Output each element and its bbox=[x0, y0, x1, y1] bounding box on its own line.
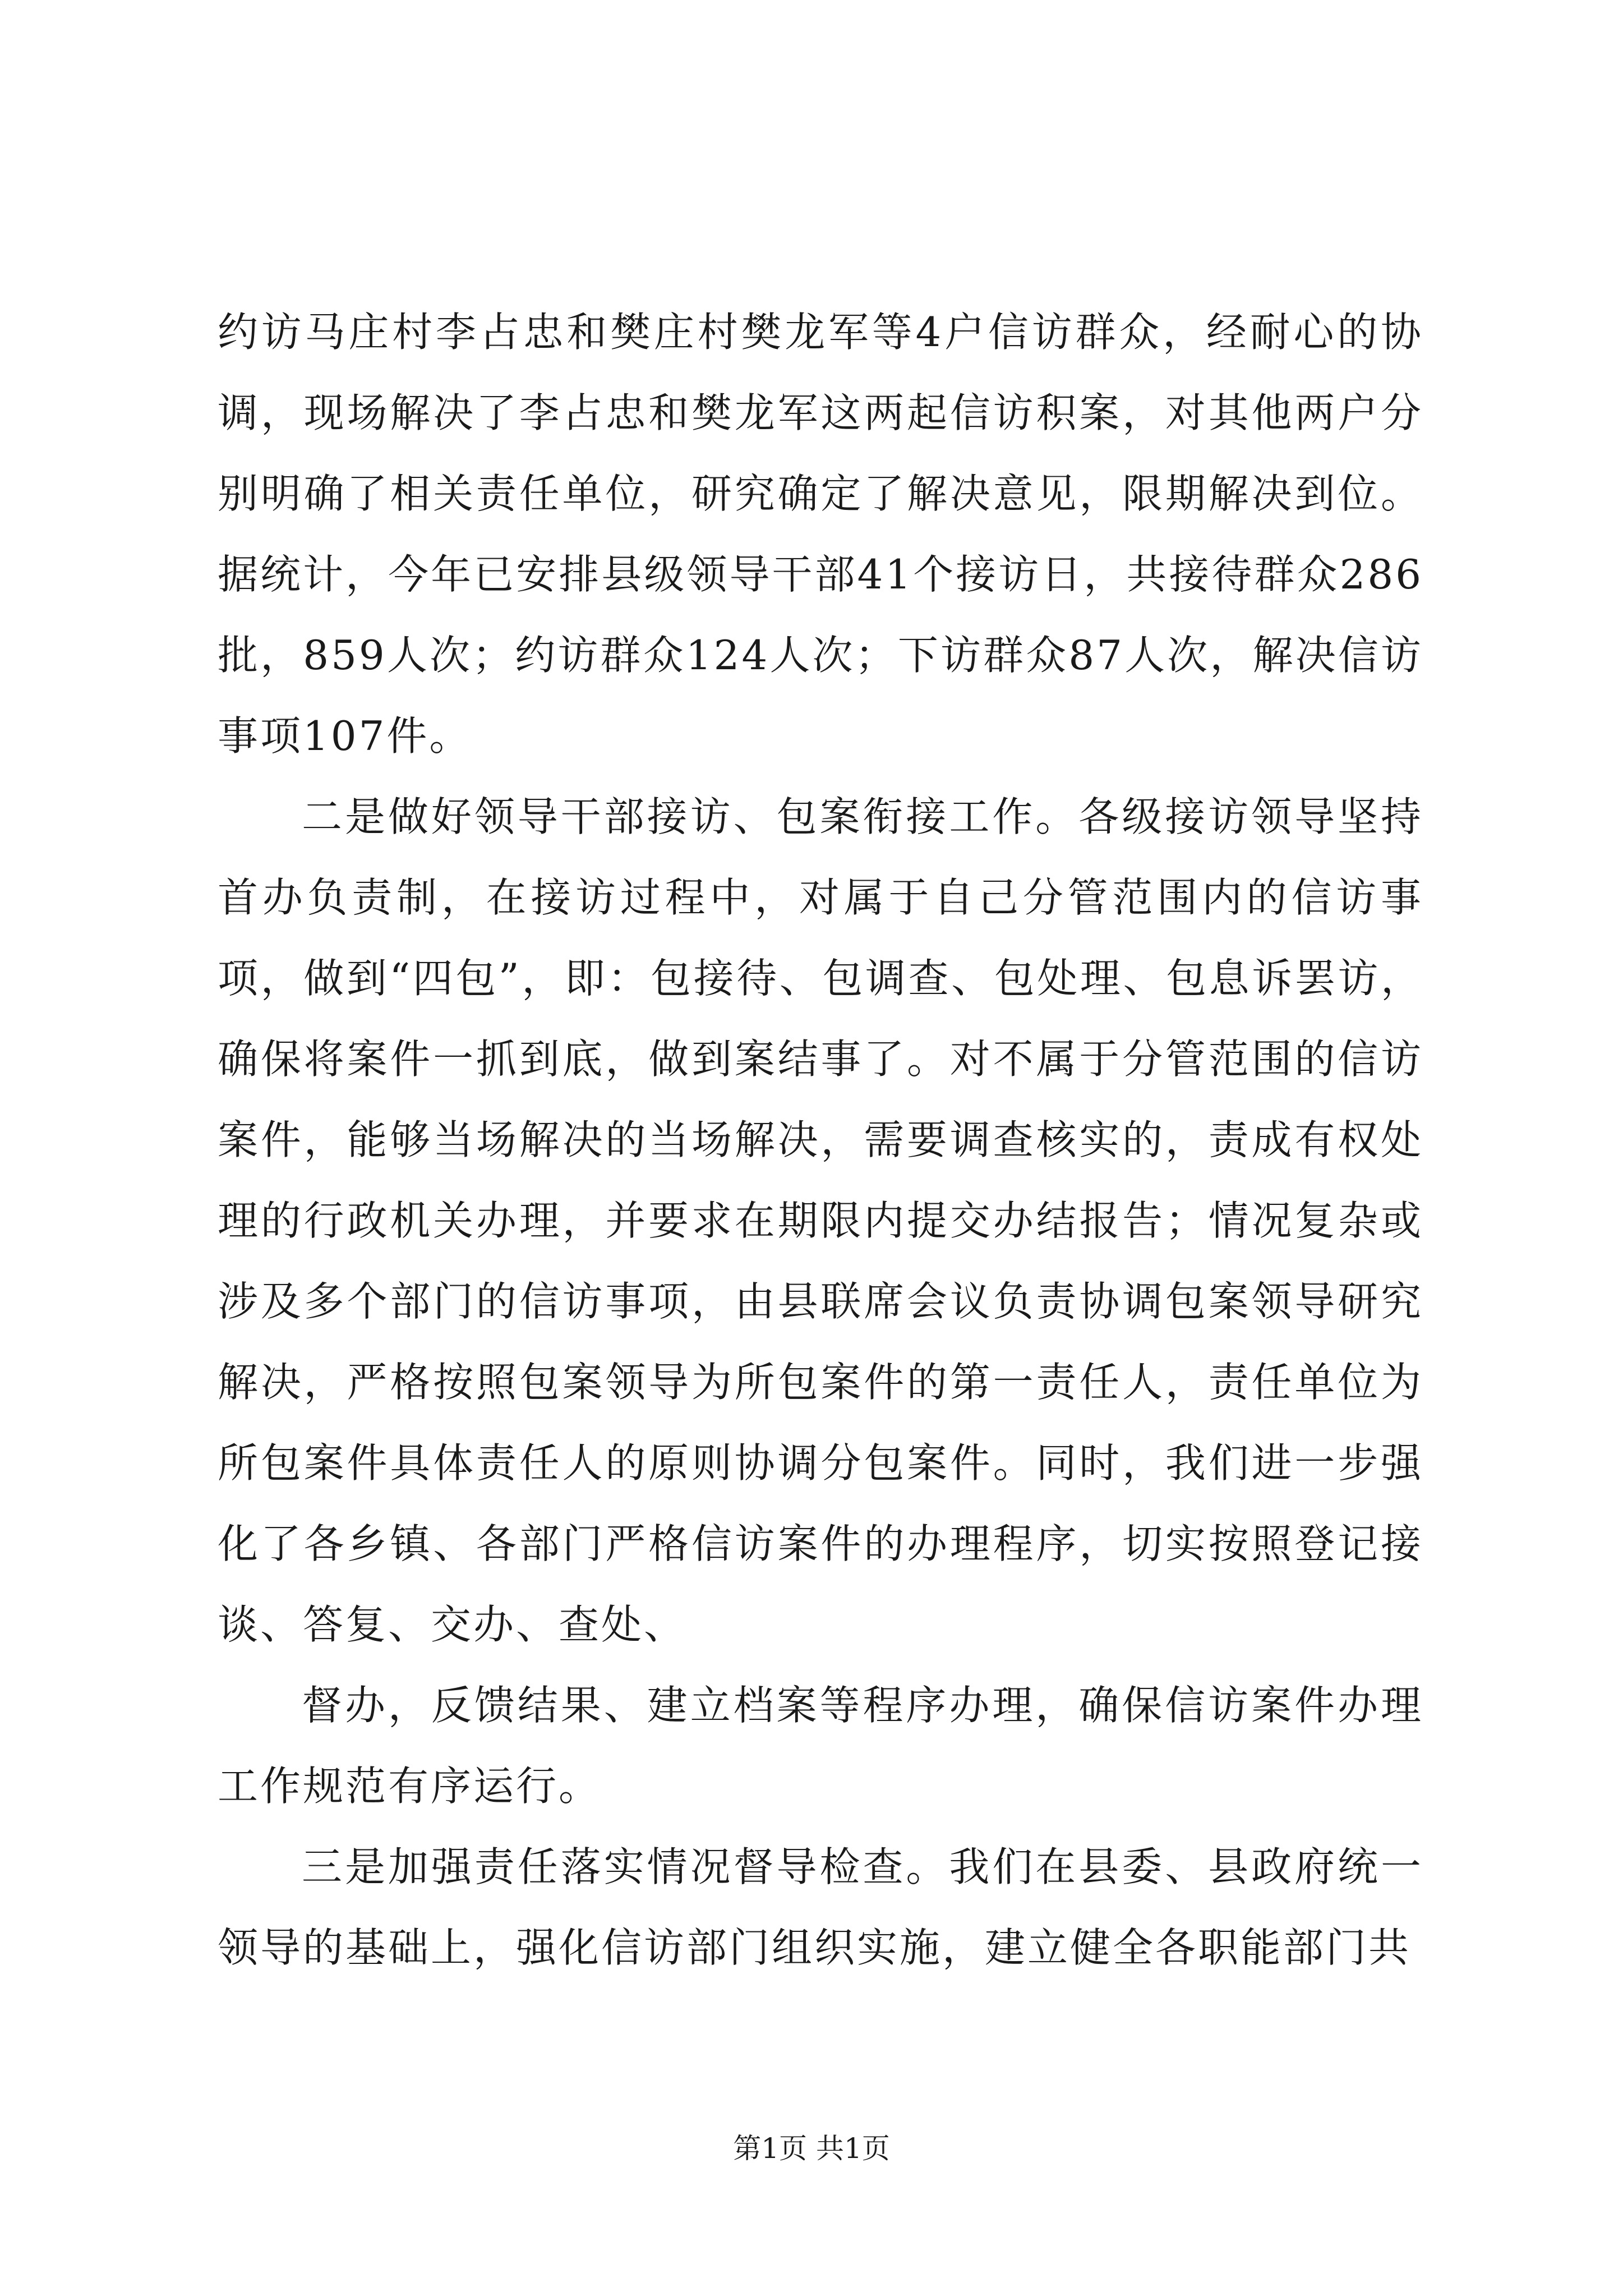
paragraph-3: 督办，反馈结果、建立档案等程序办理，确保信访案件办理工作规范有序运行。 bbox=[218, 1682, 1423, 1810]
paragraph-1: 约访马庄村李占忠和樊庄村樊龙军等4户信访群众，经耐心的协调，现场解决了李占忠和樊龙军这两起信访积案，对其他两户分别明确了相关责任单位，研究确定了解决意见，限期解决到位。据统计，今年已安排县级领导干部41个接访日，共接待群众286批，859人次；约访群众124人次；下访群众87人次，解决信访事项107件。 bbox=[218, 309, 1423, 760]
paragraph-2: 二是做好领导干部接访、包案衔接工作。各级接访领导坚持首办负责制，在接访过程中，对属于自己分管范围内的信访事项，做到“四包”，即：包接待、包调查、包处理、包息诉罢访，确保将案件一抓到底，做到案结事了。对不属于分管范围的信访案件，能够当场解决的当场解决，需要调查核实的，责成有权处理的行政机关办理，并要求在期限内提交办结报告；情况复杂或涉及多个部门的信访事项，由县联席会议负责协调包案领导研究解决，严格按照包案领导为所包案件的第一责任人，责任单位为所包案件具体责任人的原则协调分包案件。同时，我们进一步强化了各乡镇、各部门严格信访案件的办理程序，切实按照登记接谈、答复、交办、查处、 bbox=[218, 793, 1423, 1648]
document-body bbox=[218, 292, 1423, 1988]
page-number-footer: 第1页 共1页 bbox=[733, 2132, 890, 2165]
paragraph-4: 三是加强责任落实情况督导检查。我们在县委、县政府统一领导的基础上，强化信访部门组织实施，建立健全各职能部门共 bbox=[218, 1843, 1423, 1971]
